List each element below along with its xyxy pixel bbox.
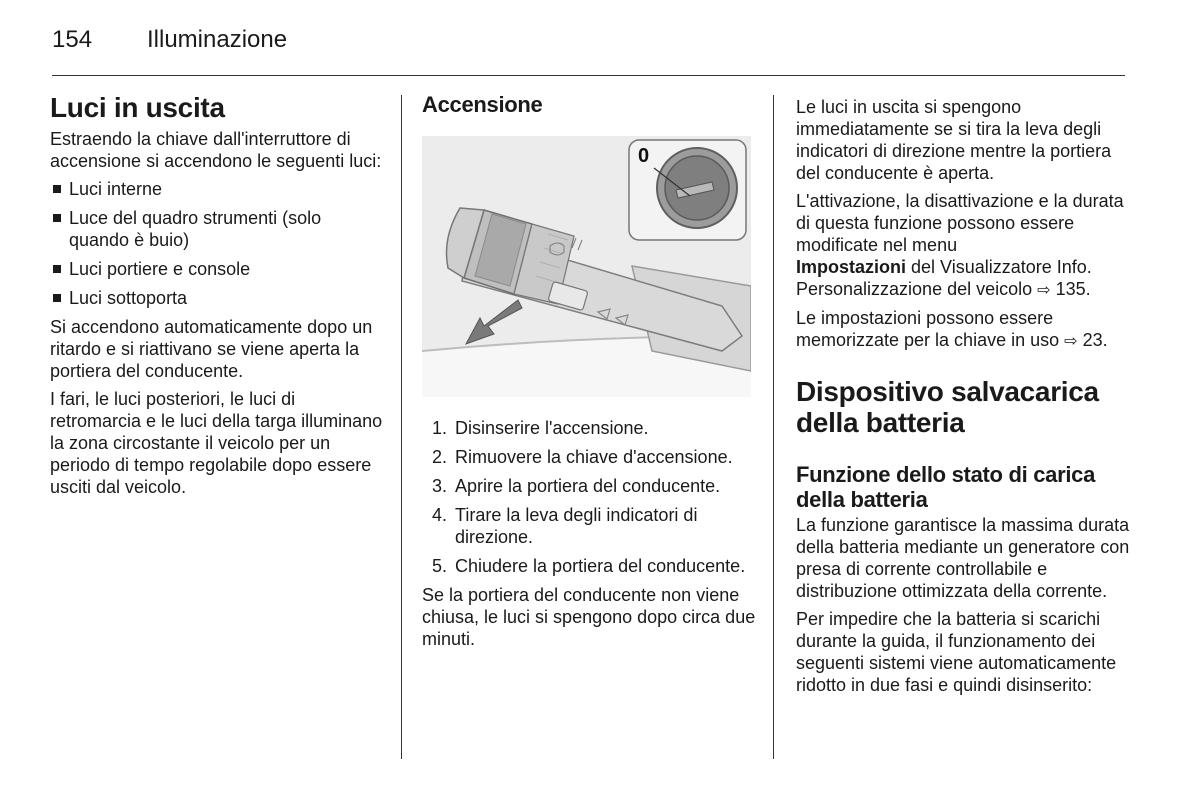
key-position-zero-label: 0	[638, 145, 650, 167]
step-text: Aprire la portiera del conducente.	[455, 476, 721, 496]
steps-list	[422, 417, 760, 577]
subheading-battery-charge: Funzione dello stato di carica della batteria	[796, 462, 1096, 512]
step-number: 3.	[432, 476, 448, 496]
step-number: 5.	[432, 556, 448, 576]
step-text: Rimuovere la chiave d'accensione.	[455, 447, 733, 467]
key-memory-text: Le impostazioni possono essere memorizzate per la chiave in uso	[796, 308, 1060, 350]
step-text: Chiudere la portiera del conducente.	[455, 556, 746, 576]
light-list	[50, 178, 385, 309]
paragraph-battery-function: La funzione garantisce la massima durata della batteria mediante un generatore con presa di corrente controllabile e distribuzione ottimizzata della corrente.	[796, 515, 1130, 601]
step-number: 2.	[432, 447, 448, 467]
list-item	[422, 555, 760, 577]
header-divider	[52, 75, 1125, 76]
paragraph-two-minutes: Se la portiera del conducente non viene chiusa, le luci si spengono dopo circa due minuti.	[422, 585, 756, 649]
list-item-text: Luce del quadro strumenti (solo quando è buio)	[69, 208, 322, 250]
page-reference-arrow-icon: ⇨	[1064, 331, 1078, 350]
column-2	[422, 92, 760, 656]
settings-text-mid: del Visualizzatore Info. Personalizzazione del veicolo	[796, 257, 1092, 299]
list-item-text: Luci interne	[69, 179, 163, 199]
intro-paragraph: Estraendo la chiave dall'interruttore di accensione si accendono le seguenti luci:	[50, 129, 382, 171]
column-divider-2	[773, 95, 774, 759]
page-reference-link[interactable]: 23.	[1082, 330, 1108, 350]
list-item	[422, 475, 760, 497]
list-item	[422, 504, 760, 548]
column-1	[50, 92, 385, 504]
bullet-icon	[53, 214, 61, 222]
step-text: Tirare la leva degli indicatori di direzione.	[455, 505, 698, 547]
list-item	[50, 258, 385, 280]
step-text: Disinserire l'accensione.	[455, 418, 649, 438]
page-header	[52, 26, 287, 54]
step-number: 4.	[432, 505, 448, 525]
bullet-icon	[53, 185, 61, 193]
subheading-accensione: Accensione	[422, 92, 543, 117]
settings-menu-name: Impostazioni	[796, 257, 907, 277]
turn-signal-lever-illustration	[422, 136, 751, 397]
bullet-icon	[53, 265, 61, 273]
list-item	[50, 207, 385, 251]
page-reference-arrow-icon: ⇨	[1037, 280, 1051, 299]
lever-illustration-svg	[422, 136, 751, 397]
paragraph-settings	[796, 190, 1131, 301]
page-number: 154	[52, 26, 93, 53]
column-divider-1	[401, 95, 402, 759]
paragraph-auto-activation: Si accendono automaticamente dopo un ritardo e si riattivano se viene aperta la portiera del conducente.	[50, 317, 373, 381]
list-item	[422, 417, 760, 439]
step-number: 1.	[432, 418, 448, 438]
list-item	[50, 178, 385, 200]
page-reference-link[interactable]: 135.	[1055, 279, 1091, 299]
list-item	[50, 287, 385, 309]
paragraph-immediate-off: Le luci in uscita si spengono immediatamente se si tira la leva degli indicatori di direzione mentre la portiera del conducente è aperta.	[796, 97, 1112, 183]
list-item	[422, 446, 760, 468]
section-heading-battery-saver: Dispositivo salvacarica della batteria	[796, 376, 1099, 438]
column-3	[796, 92, 1131, 702]
list-item-text: Luci sottoporta	[69, 288, 188, 308]
list-item-text: Luci portiere e console	[69, 259, 251, 279]
paragraph-discharge-prevention: Per impedire che la batteria si scarichi durante la guida, il funzionamento dei seguenti sistemi viene automaticamente ridotto in due fasi e quindi disinserito:	[796, 609, 1117, 695]
section-title: Illuminazione	[147, 26, 288, 53]
paragraph-headlights: I fari, le luci posteriori, le luci di retromarcia e le luci della targa illuminano la zona circostante il veicolo per un periodo di tempo regolabile dopo essere usciti dal veicolo.	[50, 389, 383, 497]
paragraph-key-memory	[796, 307, 1131, 352]
section-heading-luci-in-uscita: Luci in uscita	[50, 92, 225, 123]
settings-text-start: L'attivazione, la disattivazione e la durata di questa funzione possono essere modificate nel menu	[796, 191, 1124, 255]
bullet-icon	[53, 294, 61, 302]
